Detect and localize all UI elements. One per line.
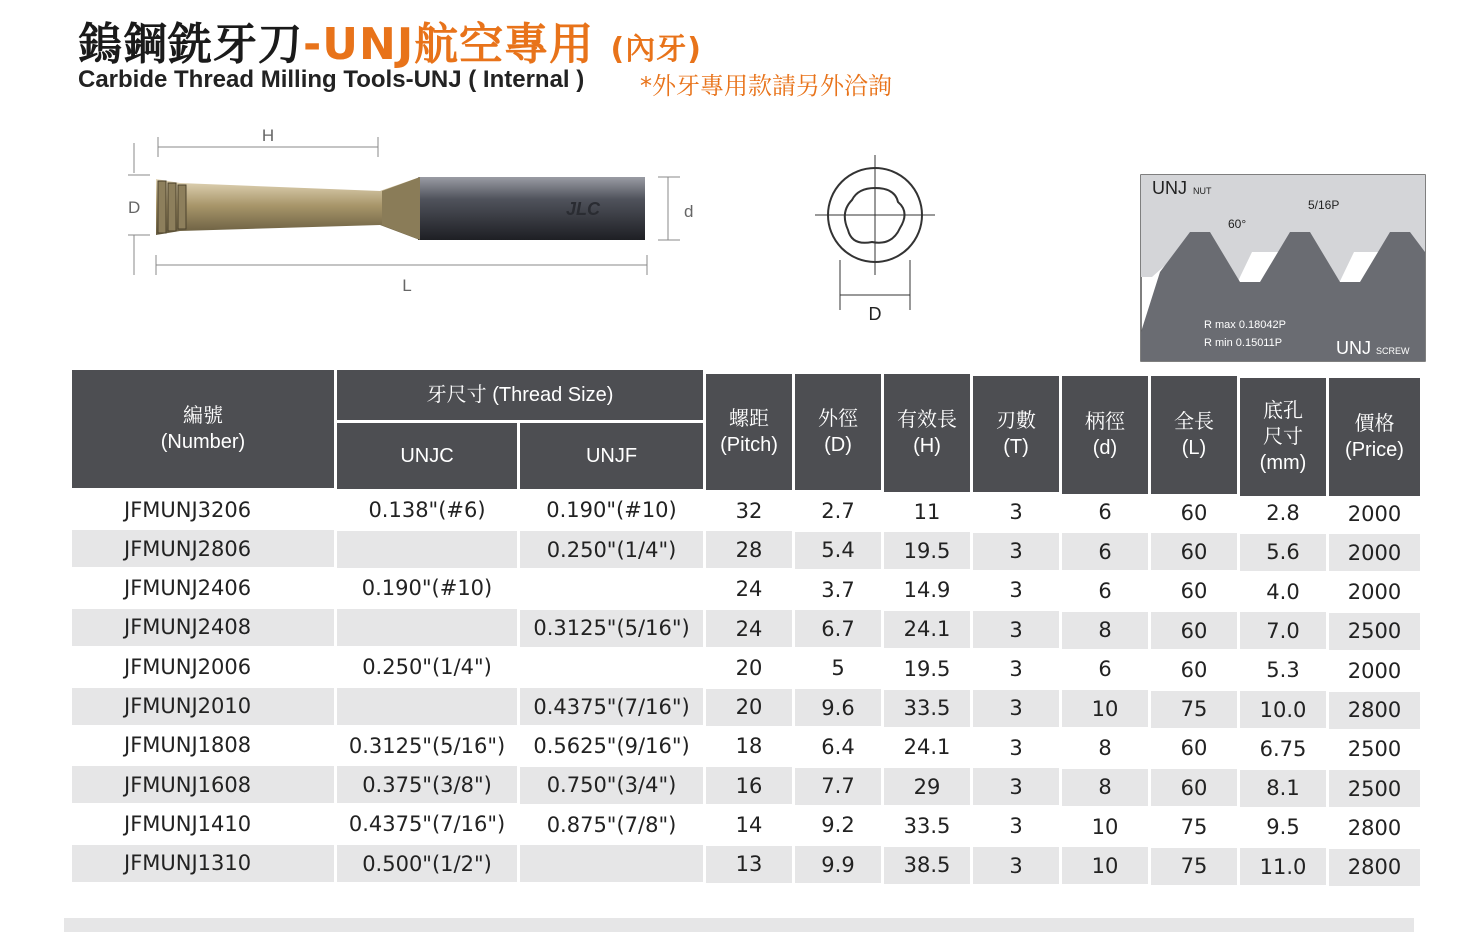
- cell-h: 38.5: [884, 847, 970, 884]
- cell-hole: 9.5: [1266, 815, 1300, 840]
- cell-unjf: 0.3125"(5/16"): [520, 610, 703, 647]
- cell-hole: 7.0: [1240, 612, 1326, 649]
- table-row: [72, 608, 1422, 647]
- cell-number: JFMUNJ3206: [124, 497, 252, 522]
- table-row: [72, 765, 1422, 804]
- cell-hole: 5.3: [1266, 658, 1300, 683]
- profile-nut-sub: NUT: [1193, 186, 1212, 196]
- cell-d: 6: [1098, 657, 1112, 682]
- cell-price: 2500: [1329, 770, 1420, 807]
- cell-h: 24.1: [903, 735, 951, 760]
- cell-hole: 10.0: [1240, 691, 1326, 728]
- header-unjc: UNJC: [337, 423, 517, 489]
- cell-l: 60: [1151, 533, 1237, 570]
- cell-price: 2000: [1347, 658, 1402, 683]
- table-bottom-band: [64, 918, 1414, 932]
- cell-number: JFMUNJ1808: [124, 733, 252, 758]
- cell-unjc: [337, 609, 517, 646]
- cell-h: 33.5: [903, 813, 951, 838]
- dim-label-d-shank: d: [684, 202, 694, 221]
- cell-l: 60: [1180, 500, 1208, 525]
- cell-l: 60: [1180, 657, 1208, 682]
- cell-t: 3: [973, 847, 1059, 884]
- cell-od: 6.7: [795, 610, 881, 647]
- header-pitch: 螺距 (Pitch): [706, 374, 792, 490]
- cell-h: 19.5: [903, 656, 951, 681]
- profile-nut-label: UNJ: [1152, 178, 1187, 198]
- cell-d: 6: [1098, 500, 1112, 525]
- cell-t: 3: [973, 690, 1059, 727]
- cell-od: 6.4: [821, 734, 855, 759]
- cell-od: 9.6: [795, 689, 881, 726]
- cell-t: 3: [1009, 499, 1023, 524]
- cell-unjf: [520, 649, 703, 686]
- table-row: [72, 529, 1422, 568]
- cell-price: 2500: [1347, 737, 1402, 762]
- cell-h: 11: [913, 499, 941, 524]
- cell-l: 75: [1151, 848, 1237, 885]
- cell-unjf: 0.750"(3/4"): [520, 767, 703, 804]
- cell-unjf: 0.4375"(7/16"): [520, 688, 703, 725]
- cell-unjc: 0.3125"(5/16"): [348, 733, 506, 758]
- cell-pitch: 13: [706, 846, 792, 883]
- cell-number: JFMUNJ1608: [72, 766, 334, 803]
- cell-number: JFMUNJ1310: [72, 845, 334, 882]
- cell-hole: 8.1: [1240, 770, 1326, 807]
- profile-screw-label: UNJ: [1336, 338, 1371, 358]
- profile-angle: 60°: [1228, 217, 1247, 231]
- cell-unjf: [520, 845, 703, 882]
- profile-r-min: R min 0.15011P: [1204, 337, 1283, 349]
- tool-end-view-diagram: [800, 150, 960, 330]
- header-thread-size: 牙尺寸 (Thread Size): [337, 370, 703, 420]
- cell-pitch: 28: [706, 531, 792, 568]
- cell-price: 2500: [1329, 613, 1420, 650]
- header-eff-len: 有效長 (H): [884, 374, 970, 492]
- title-zh-accent: -UNJ航空專用: [303, 19, 595, 70]
- cell-t: 3: [1009, 814, 1023, 839]
- header-flutes: 刃數 (T): [973, 376, 1059, 492]
- cell-pitch: 18: [735, 734, 763, 759]
- cell-pitch: 14: [735, 813, 763, 838]
- cell-od: 9.2: [821, 813, 855, 838]
- cell-price: 2000: [1329, 534, 1420, 571]
- header-length: 全長 (L): [1151, 376, 1237, 494]
- cell-d: 8: [1062, 769, 1148, 806]
- cell-h: 33.5: [884, 690, 970, 727]
- cell-unjf: 0.5625"(9/16"): [533, 734, 690, 759]
- table-row: [72, 687, 1422, 726]
- cell-t: 3: [1009, 578, 1023, 603]
- dim-label-l: L: [402, 276, 412, 295]
- cell-number: JFMUNJ2006: [124, 654, 252, 679]
- cell-unjf: [520, 570, 703, 607]
- cell-unjc: 0.250"(1/4"): [362, 655, 492, 680]
- cell-pitch: 20: [735, 655, 763, 680]
- cell-hole: 4.0: [1266, 579, 1300, 604]
- cell-price: 2000: [1347, 501, 1402, 526]
- cell-od: 5: [831, 656, 845, 681]
- cell-unjc: 0.375"(3/8"): [337, 766, 517, 803]
- cell-od: 3.7: [821, 577, 855, 602]
- table-row: [72, 726, 1422, 765]
- cell-unjc: 0.4375"(7/16"): [348, 812, 506, 837]
- cell-od: 5.4: [795, 532, 881, 569]
- cell-h: 14.9: [903, 578, 951, 603]
- end-view-label-d: D: [868, 304, 882, 324]
- profile-screw-sub: SCREW: [1376, 346, 1410, 356]
- page-title: [78, 8, 702, 72]
- cell-number: JFMUNJ2406: [124, 576, 252, 601]
- header-od: 外徑 (D): [795, 374, 881, 490]
- cell-number: JFMUNJ2806: [72, 530, 334, 567]
- cell-h: 19.5: [884, 532, 970, 569]
- title-note: *外牙專用款請另外洽詢: [640, 72, 892, 100]
- cell-od: 7.7: [795, 768, 881, 805]
- header-price: 價格 (Price): [1329, 378, 1420, 496]
- cell-l: 75: [1151, 691, 1237, 728]
- cell-number: JFMUNJ1410: [124, 811, 252, 836]
- cell-number: JFMUNJ2010: [72, 688, 334, 725]
- cell-t: 3: [973, 768, 1059, 805]
- cell-pitch: 20: [706, 689, 792, 726]
- cell-unjc: 0.500"(1/2"): [337, 845, 517, 882]
- cell-d: 6: [1098, 578, 1112, 603]
- brand-mark: JLC: [565, 199, 600, 219]
- cell-l: 60: [1151, 769, 1237, 806]
- cell-t: 3: [973, 533, 1059, 570]
- cell-d: 10: [1062, 690, 1148, 727]
- table-row: [72, 569, 1422, 608]
- cell-d: 10: [1062, 847, 1148, 884]
- cell-hole: 11.0: [1240, 848, 1326, 885]
- cell-unjc: 0.138"(#6): [368, 497, 486, 522]
- cell-pitch: 32: [735, 498, 763, 523]
- cell-pitch: 24: [735, 577, 763, 602]
- table-row: [72, 844, 1422, 883]
- header-number: 編號 (Number): [72, 370, 334, 488]
- tool-side-view-diagram: [120, 115, 700, 305]
- cell-price: 2800: [1347, 815, 1402, 840]
- cell-l: 75: [1180, 815, 1208, 840]
- thread-profile-diagram: [1140, 172, 1428, 366]
- table-row: [72, 490, 1422, 529]
- cell-hole: 5.6: [1240, 534, 1326, 571]
- cell-price: 2800: [1329, 849, 1420, 886]
- table-row: [72, 804, 1422, 843]
- cell-price: 2000: [1347, 580, 1402, 605]
- cell-unjc: [337, 688, 517, 725]
- cell-t: 3: [1009, 657, 1023, 682]
- cell-t: 3: [973, 611, 1059, 648]
- title-zh-main: 鎢鋼銑牙刀: [78, 19, 303, 70]
- cell-d: 6: [1062, 533, 1148, 570]
- cell-number: JFMUNJ2408: [72, 609, 334, 646]
- cell-d: 10: [1091, 814, 1119, 839]
- cell-unjf: 0.875"(7/8"): [546, 812, 677, 837]
- dim-label-d-outer: D: [128, 198, 141, 217]
- cell-od: 9.9: [795, 846, 881, 883]
- header-shank: 柄徑 (d): [1062, 376, 1148, 494]
- cell-unjf: 0.190"(#10): [546, 498, 677, 523]
- profile-r-max: R max 0.18042P: [1204, 319, 1286, 331]
- header-hole: 底孔 尺寸 (mm): [1240, 378, 1326, 496]
- cell-od: 2.7: [821, 499, 855, 524]
- cell-h: 24.1: [884, 611, 970, 648]
- cell-unjf: 0.250"(1/4"): [520, 531, 703, 568]
- cell-l: 60: [1151, 612, 1237, 649]
- cell-price: 2800: [1329, 692, 1420, 729]
- cell-pitch: 16: [706, 767, 792, 804]
- cell-l: 60: [1180, 579, 1208, 604]
- table-row: [72, 647, 1422, 686]
- cell-d: 8: [1098, 736, 1112, 761]
- profile-pitch-frac: 5/16P: [1308, 198, 1340, 212]
- cell-d: 8: [1062, 612, 1148, 649]
- title-english: Carbide Thread Milling Tools-UNJ ( Internal ): [78, 66, 585, 93]
- dim-label-h: H: [261, 126, 275, 145]
- cell-h: 29: [884, 768, 970, 805]
- cell-unjc: 0.190"(#10): [361, 576, 493, 601]
- cell-t: 3: [1009, 735, 1023, 760]
- cell-l: 60: [1180, 736, 1208, 761]
- cell-pitch: 24: [706, 610, 792, 647]
- header-unjf: UNJF: [520, 423, 703, 489]
- cell-unjc: [337, 531, 517, 568]
- cell-hole: 6.75: [1259, 736, 1307, 761]
- cell-hole: 2.8: [1266, 501, 1300, 526]
- title-zh-suffix: (內牙): [610, 32, 702, 67]
